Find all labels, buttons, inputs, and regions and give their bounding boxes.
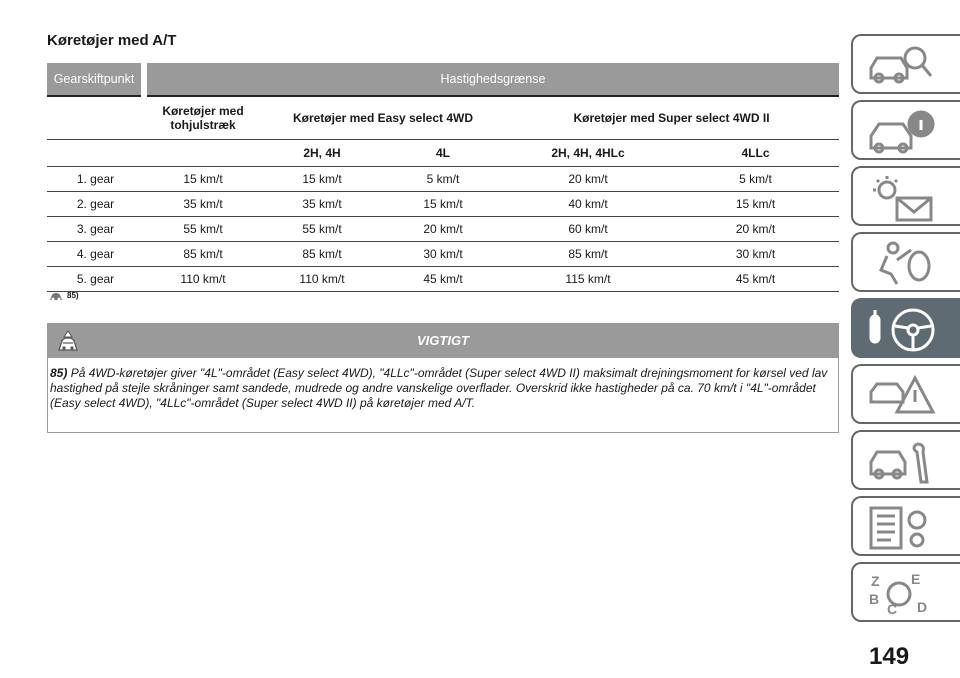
gear-cell: 3. gear: [47, 217, 144, 242]
tab-car-search[interactable]: [851, 34, 960, 94]
warning-box: [47, 323, 839, 433]
group-super-select: Køretøjer med Super select 4WD II: [504, 96, 839, 140]
speed-limit-table: [47, 63, 839, 292]
warning-text: På 4WD-køretøjer giver "4L"-området (Easy select 4WD), "4LLc"-området (Super select 4WD II) maksimalt drejningsmoment for kørsel ved lav hastighed på stejle skråninger samt sandede, mudrede og andre vanskelige overflader. Overskrid ikke hastigheder på ca. 70 km/t i "4L"-området (Easy select 4WD), "4LLc"-området (Super select 4WD II) på køretøjer med A/T.: [50, 366, 828, 410]
car-breakdown-icon: [867, 372, 937, 420]
subheader: 4L: [382, 140, 504, 167]
tab-key-steering[interactable]: [851, 298, 960, 358]
tab-warning-lights[interactable]: [851, 166, 960, 226]
warning-body: [48, 358, 838, 411]
note-reference: [48, 289, 79, 301]
warning-number: 85): [50, 366, 68, 380]
speed-cell: 85 km/t: [504, 242, 672, 267]
speed-cell: 45 km/t: [672, 267, 839, 292]
subheader: 4LLc: [672, 140, 839, 167]
tab-index[interactable]: [851, 562, 960, 622]
speed-cell: 115 km/t: [504, 267, 672, 292]
speed-cell: 85 km/t: [144, 242, 262, 267]
tab-car-info[interactable]: [851, 100, 960, 160]
table-row: [47, 217, 839, 242]
gear-cell: 2. gear: [47, 192, 144, 217]
svg-text:D: D: [917, 599, 928, 615]
seat-airbag-icon: [867, 240, 937, 288]
tab-specs[interactable]: [851, 496, 960, 556]
speed-cell: 20 km/t: [672, 217, 839, 242]
header-speed-limit: Hastighedsgrænse: [144, 63, 839, 96]
table-row: [47, 267, 839, 292]
group-easy-select: Køretøjer med Easy select 4WD: [262, 96, 504, 140]
page-number: 149: [869, 643, 910, 670]
car-info-icon: [867, 108, 937, 156]
note-ref-label: 85): [67, 290, 79, 300]
speed-cell: 20 km/t: [382, 217, 504, 242]
speed-cell: 15 km/t: [144, 167, 262, 192]
speed-cell: 35 km/t: [262, 192, 382, 217]
warning-header: [48, 324, 838, 358]
speed-cell: 5 km/t: [672, 167, 839, 192]
speed-cell: 30 km/t: [382, 242, 504, 267]
gear-cell: 5. gear: [47, 267, 144, 292]
section-title: Køretøjer med A/T: [47, 32, 177, 49]
svg-text:B: B: [869, 591, 880, 607]
speed-cell: 15 km/t: [262, 167, 382, 192]
gear-cell: 1. gear: [47, 167, 144, 192]
speed-cell: 60 km/t: [504, 217, 672, 242]
group-2wd: Køretøjer med tohjulstræk: [144, 96, 262, 140]
specs-gears-icon: [867, 504, 937, 552]
car-service-icon: [867, 438, 937, 486]
subheader: 2H, 4H, 4HLc: [504, 140, 672, 167]
subheader: 2H, 4H: [262, 140, 382, 167]
table-row: [47, 192, 839, 217]
speed-cell: 45 km/t: [382, 267, 504, 292]
speed-cell: 30 km/t: [672, 242, 839, 267]
car-search-icon: [867, 42, 937, 90]
svg-text:C: C: [887, 601, 898, 617]
gear-cell: 4. gear: [47, 242, 144, 267]
speed-cell: 85 km/t: [262, 242, 382, 267]
table-row: [47, 242, 839, 267]
table-row: [47, 167, 839, 192]
header-gearshift: Gearskiftpunkt: [47, 63, 144, 96]
speed-cell: 5 km/t: [382, 167, 504, 192]
tab-seat-airbag[interactable]: [851, 232, 960, 292]
speed-cell: 15 km/t: [672, 192, 839, 217]
svg-text:E: E: [911, 571, 921, 587]
speed-cell: 20 km/t: [504, 167, 672, 192]
tab-car-breakdown[interactable]: [851, 364, 960, 424]
warning-title: VIGTIGT: [417, 333, 469, 348]
warning-car-icon: [48, 289, 64, 301]
speed-cell: 110 km/t: [262, 267, 382, 292]
key-steering-icon: [867, 306, 947, 354]
svg-text:Z: Z: [871, 573, 880, 589]
speed-cell: 15 km/t: [382, 192, 504, 217]
speed-cell: 40 km/t: [504, 192, 672, 217]
speed-cell: 35 km/t: [144, 192, 262, 217]
speed-cell: 55 km/t: [262, 217, 382, 242]
speed-cell: 55 km/t: [144, 217, 262, 242]
tab-car-service[interactable]: [851, 430, 960, 490]
warning-lights-icon: [867, 174, 937, 222]
speed-cell: 110 km/t: [144, 267, 262, 292]
index-letters-icon: [867, 570, 937, 618]
